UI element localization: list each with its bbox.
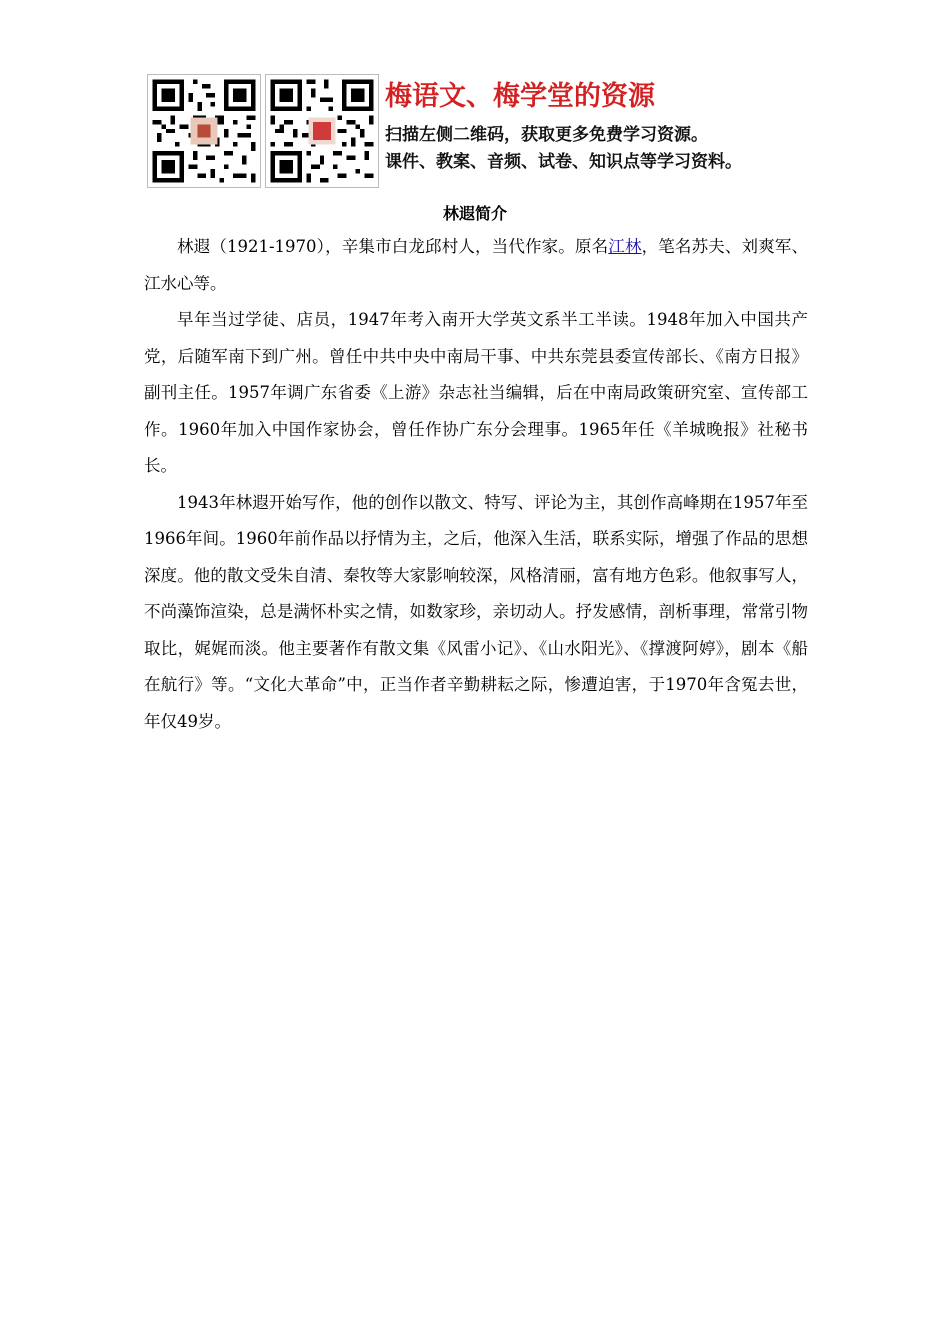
banner-text — [385, 80, 825, 176]
paragraph-1-text-end: ，笔名苏夫、刘爽军、江水心等。 — [144, 237, 809, 293]
paragraph-2: 早年当过学徒、店员，1947年考入南开大学英文系半工半读。1948年加入中国共产党，后随军南下到广州。曾任中共中央中南局干事、中共东莞县委宣传部长、《南方日报》副刊主任。1957年调广东省委《上游》杂志社当编辑，后在中南局政策研究室、宣传部工作。1960年加入中国作家协会，曾任作协广东分会理事。1965年任《羊城晚报》社秘书长。 — [144, 310, 808, 475]
document-title: 林遐简介 — [442, 204, 507, 223]
qr-code-left[interactable] — [147, 74, 261, 188]
paragraph-3: 1943年林遐开始写作，他的创作以散文、特写、评论为主，其创作高峰期在1957年至1966年间。1960年前作品以抒情为主，之后，他深入生活，联系实际，增强了作品的思想深度。他的散文受朱自清、秦牧等大家影响较深，风格清丽，富有地方色彩。他叙事写人，不尚藻饰渲染，总是满怀朴实之情，如数家珍，亲切动人。抒发感情，剖析事理，常常引物取比，娓娓而淡。他主要著作有散文集《风雷小记》、《山水阳光》、《撑渡阿婷》，剧本《船在航行》等。“文化大革命”中，正当作者辛勤耕耘之际，惨遭迫害，于1970年含冤去世，年仅49岁。 — [144, 492, 808, 731]
document-body — [144, 229, 808, 740]
qr-code-icon — [266, 75, 378, 187]
qr-code-icon — [148, 75, 260, 187]
original-name-link[interactable]: 江林 — [608, 237, 642, 256]
banner-line-1: 扫描左侧二维码，获取更多免费学习资源。 — [385, 125, 708, 145]
qr-code-right[interactable] — [265, 74, 379, 188]
paragraph-1-text-start: 林遐（1921-1970），辛集市白龙邱村人，当代作家。原名 — [177, 237, 609, 256]
resource-banner — [147, 74, 817, 190]
banner-line-2: 课件、教案、音频、试卷、知识点等学习资料。 — [385, 152, 742, 172]
banner-title: 梅语文、梅学堂的资源 — [385, 81, 655, 112]
paragraph-1 — [144, 229, 808, 302]
